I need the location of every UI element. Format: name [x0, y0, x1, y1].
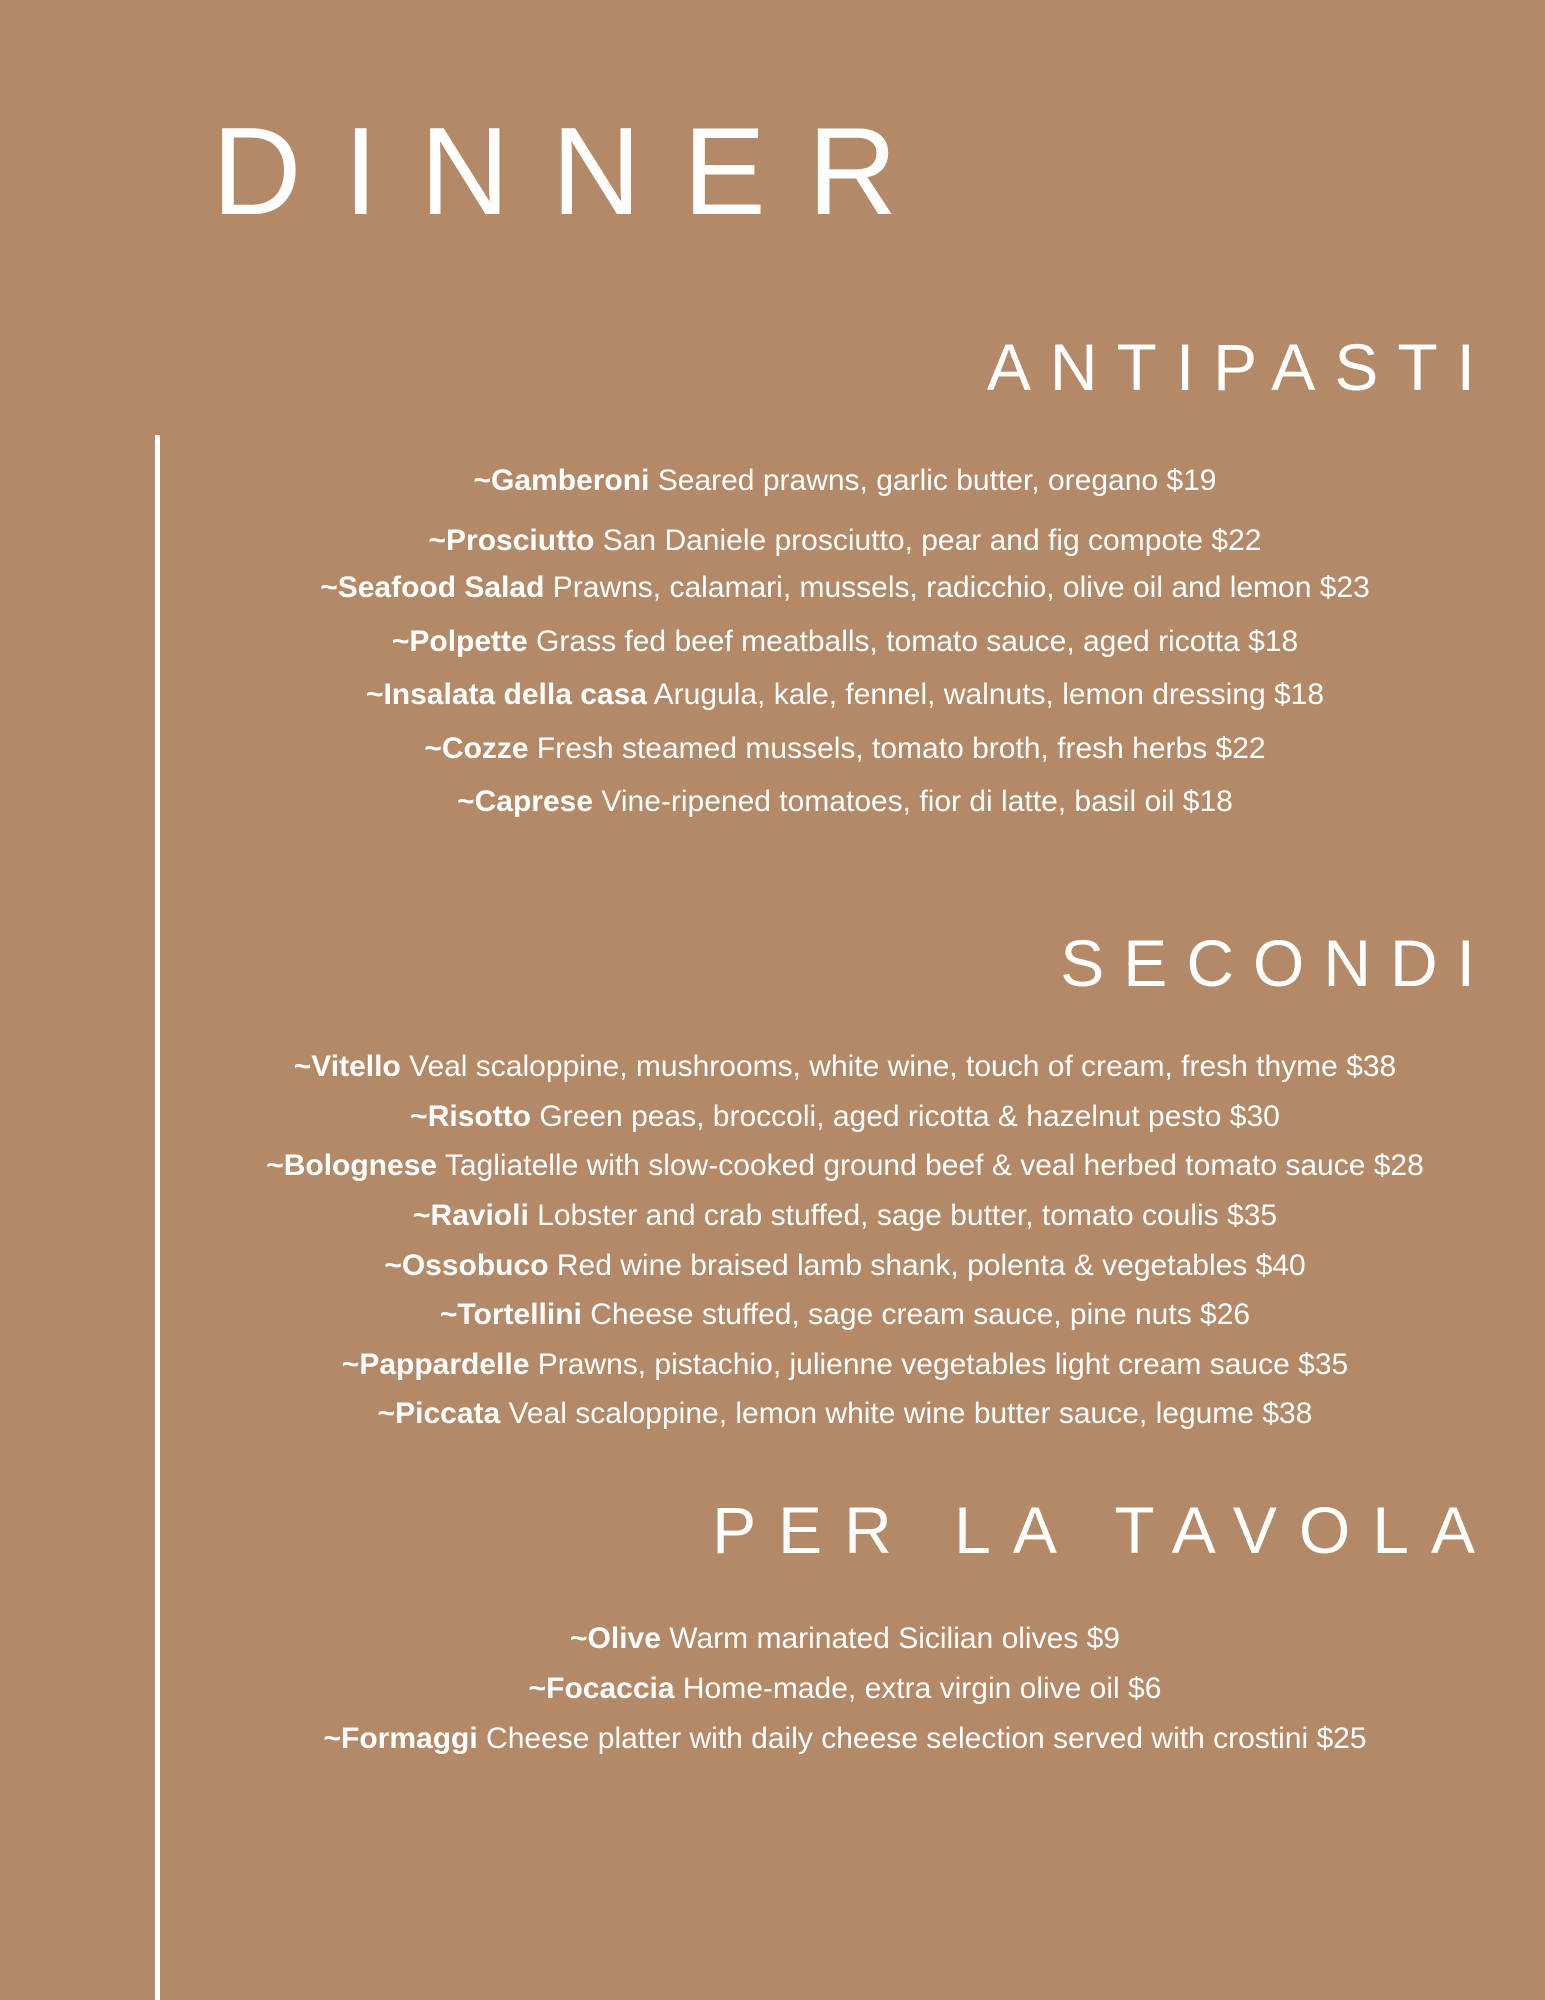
item-name: ~Vitello: [293, 1050, 401, 1083]
item-name: ~Formaggi: [323, 1722, 478, 1755]
menu-item: [384, 1246, 1305, 1286]
item-description: Cheese platter with daily cheese selection served with crostini $25: [477, 1722, 1367, 1755]
menu-item: [570, 1619, 1120, 1659]
menu-item: [429, 521, 1262, 561]
menu-item: [366, 675, 1324, 715]
section-title-per-la-tavola: PER LA TAVOLA: [712, 1493, 1497, 1567]
item-description: Vine-ripened tomatoes, fior di latte, basil oil $18: [593, 785, 1233, 818]
section-title-secondi: SECONDI: [1060, 926, 1494, 1000]
item-name: ~Insalata della casa: [365, 678, 647, 711]
item-description: Home-made, extra virgin olive oil $6: [674, 1672, 1162, 1705]
vertical-divider: [155, 435, 160, 2000]
item-description: Fresh steamed mussels, tomato broth, fresh herbs $22: [528, 732, 1266, 765]
menu-item: [410, 1097, 1280, 1137]
item-name: ~Cozze: [424, 732, 529, 765]
section-title-antipasti: ANTIPASTI: [986, 330, 1494, 404]
menu-item: [440, 1295, 1250, 1335]
menu-item: [457, 782, 1233, 822]
item-name: ~Caprese: [457, 785, 594, 818]
item-description: Prawns, calamari, mussels, radicchio, olive oil and lemon $23: [544, 571, 1370, 604]
menu-item: [413, 1196, 1277, 1236]
page-title: DINNER: [212, 103, 940, 241]
item-name: ~Prosciutto: [428, 524, 595, 557]
item-description: Green peas, broccoli, aged ricotta & hazelnut pesto $30: [531, 1100, 1280, 1133]
item-description: Red wine braised lamb shank, polenta & vegetables $40: [548, 1249, 1306, 1282]
menu-item: [424, 729, 1265, 769]
item-description: Seared prawns, garlic butter, oregano $19: [649, 464, 1217, 497]
item-name: ~Gamberoni: [473, 464, 650, 497]
menu-item: [320, 568, 1370, 608]
item-description: Tagliatelle with slow-cooked ground beef & veal herbed tomato sauce $28: [437, 1149, 1424, 1182]
item-name: ~Risotto: [410, 1100, 532, 1133]
item-description: Arugula, kale, fennel, walnuts, lemon dressing $18: [646, 678, 1325, 711]
item-name: ~Pappardelle: [341, 1348, 530, 1381]
item-description: Veal scaloppine, mushrooms, white wine, touch of cream, fresh thyme $38: [400, 1050, 1397, 1083]
item-name: ~Olive: [570, 1622, 661, 1655]
menu-item: [474, 461, 1217, 501]
item-name: ~Seafood Salad: [320, 571, 545, 604]
item-description: Veal scaloppine, lemon white wine butter sauce, legume $38: [500, 1397, 1313, 1430]
menu-item: [378, 1394, 1313, 1434]
item-description: San Daniele prosciutto, pear and fig compote $22: [594, 524, 1262, 557]
item-description: Warm marinated Sicilian olives $9: [660, 1622, 1120, 1655]
menu-item: [342, 1345, 1348, 1385]
item-description: Grass fed beef meatballs, tomato sauce, aged ricotta $18: [527, 625, 1299, 658]
menu-item: [392, 622, 1298, 662]
item-description: Cheese stuffed, sage cream sauce, pine nuts $26: [581, 1298, 1251, 1331]
item-name: ~Ravioli: [412, 1199, 529, 1232]
item-name: ~Polpette: [391, 625, 528, 658]
item-description: Prawns, pistachio, julienne vegetables light cream sauce $35: [529, 1348, 1349, 1381]
item-name: ~Tortellini: [439, 1298, 582, 1331]
menu-item: [294, 1047, 1397, 1087]
item-name: ~Ossobuco: [384, 1249, 549, 1282]
item-name: ~Focaccia: [528, 1672, 675, 1705]
item-name: ~Bolognese: [266, 1149, 438, 1182]
item-name: ~Piccata: [377, 1397, 501, 1430]
menu-item: [529, 1669, 1162, 1709]
item-description: Lobster and crab stuffed, sage butter, tomato coulis $35: [528, 1199, 1278, 1232]
menu-item: [324, 1719, 1367, 1759]
menu-item: [266, 1146, 1424, 1186]
